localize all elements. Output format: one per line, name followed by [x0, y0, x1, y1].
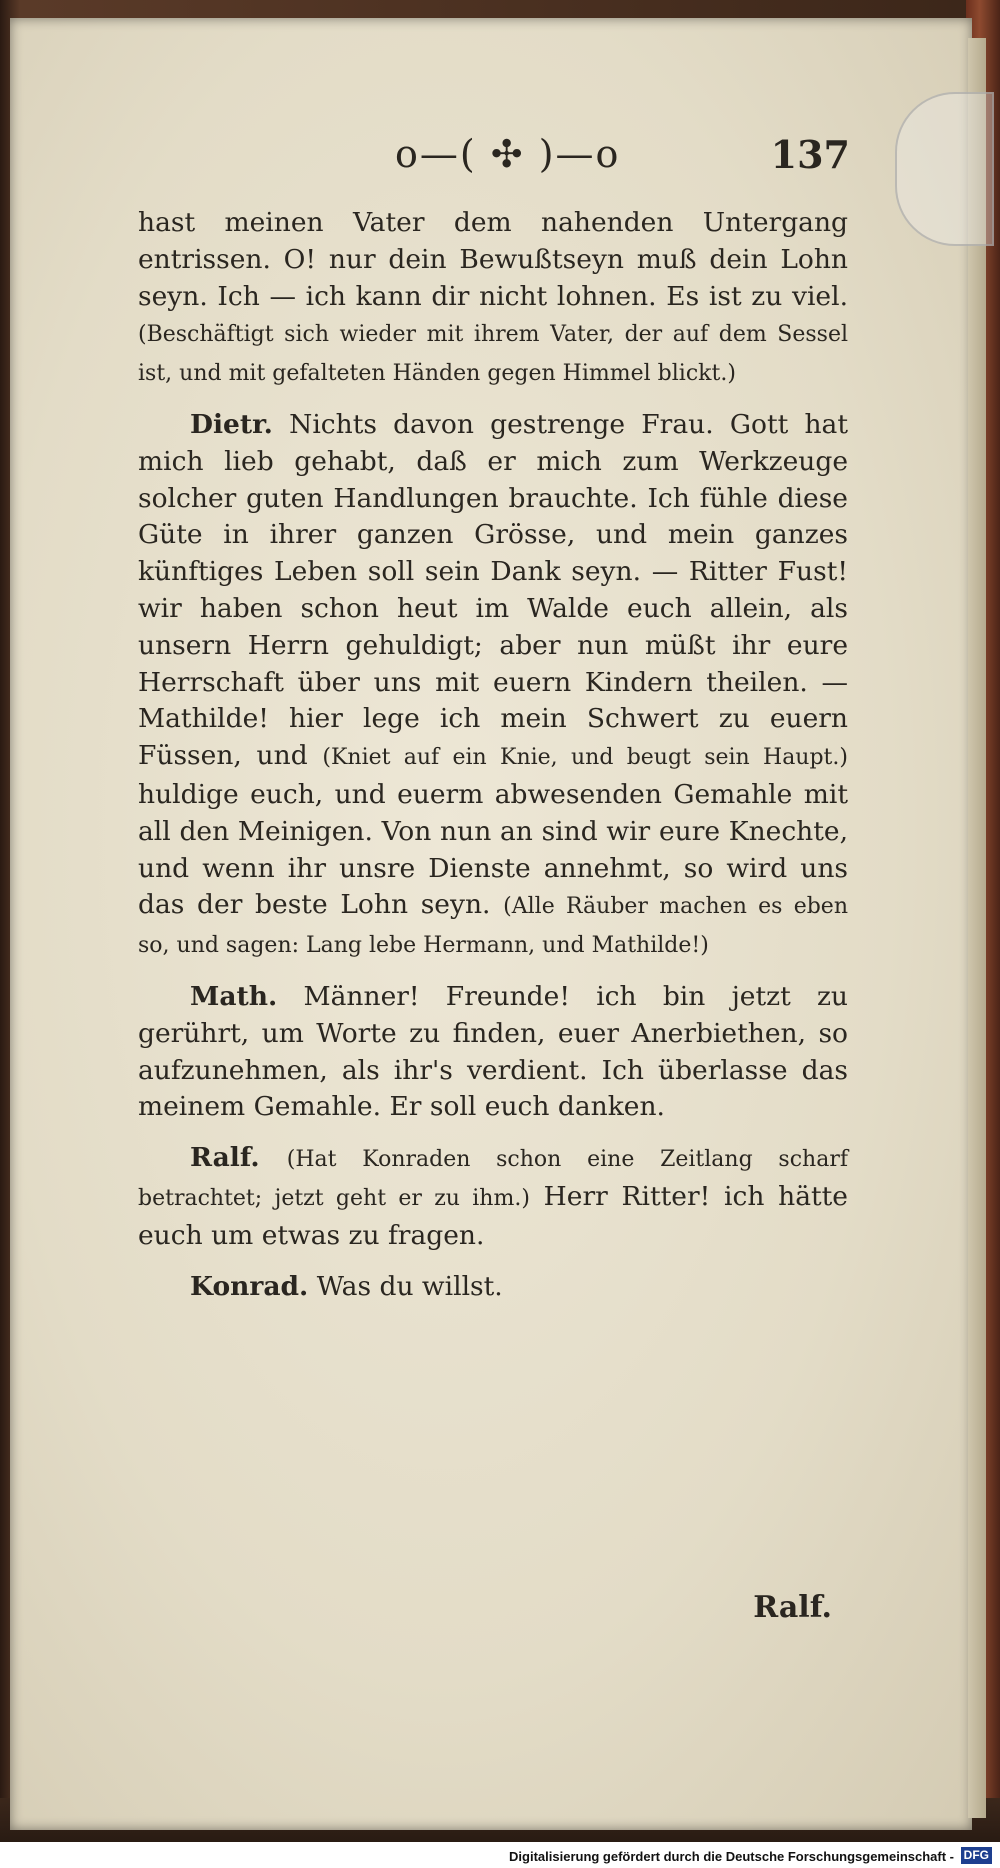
paragraph-text: Nichts davon gestrenge Frau. Gott hat mich lieb gehabt, daß er mich zum Werkzeuge solcher guten Handlungen brauchte. Ich fühle diese Güte in ihrer ganzen Grösse, und mein ganzes künftiges Leben soll sein Dank seyn. — Ritter Fust! wir haben schon heut im Walde euch allein, als unsern Herrn gehuldigt; aber nun müßt ihr eure Herrschaft über uns mit euern Kindern theilen. — Mathilde! hier lege ich mein Schwert zu euern Füssen, und [138, 408, 848, 772]
speaker-name: Math. [190, 980, 278, 1012]
paragraph-text: Herr Ritter! ich hätte euch um etwas zu fragen. [138, 1180, 848, 1251]
stage-direction: (Beschäftigt sich wieder mit ihrem Vater, der auf dem Sessel ist, und mit gefalteten Händen gegen Himmel blickt.) [138, 322, 848, 387]
speaker-name: Konrad. [190, 1270, 309, 1302]
speaker-name: Dietr. [190, 408, 273, 440]
header-ornament: o—( ✣ )—o [395, 132, 621, 176]
page-stack-edge [968, 38, 986, 1818]
paragraph-text: hast meinen Vater dem nahenden Untergang entrissen. O! nur dein Bewußtseyn muß dein Lohn seyn. Ich — ich kann dir nicht lohnen. Es ist zu viel. [138, 207, 848, 312]
dfg-logo-icon: DFG [961, 1847, 992, 1864]
paragraph-2 [138, 407, 848, 965]
paragraph-text-continued: huldige euch, und euerm abwesenden Gemahle mit all den Meinigen. Von nun an sind wir eure Knechte, und wenn ihr unsre Dienste annehmt, so wird uns das der beste Lohn seyn. [138, 778, 848, 921]
catchword: Ralf. [753, 1590, 832, 1625]
stage-direction: (Kniet auf ein Knie, und beugt sein Haupt.) [322, 745, 848, 771]
paragraph-text: Männer! Freunde! ich bin jetzt zu gerührt, um Worte zu finden, euer Anerbiethen, so aufzunehmen, als ihr's verdient. Ich überlasse das meinem Gemahle. Er soll euch danken. [138, 980, 848, 1123]
speaker-name: Ralf. [190, 1142, 260, 1174]
page-header [120, 132, 850, 182]
paragraph-3 [138, 979, 848, 1126]
body-text [138, 205, 848, 1319]
paragraph-text: Was du willst. [316, 1270, 503, 1302]
paragraph-4 [138, 1140, 848, 1254]
paragraph-1 [138, 205, 848, 393]
footer-bar [0, 1842, 1000, 1868]
stage-direction: (Hat Konraden schon eine Zeitlang scharf betrachtet; jetzt geht er zu ihm.) [138, 1147, 848, 1211]
footer-credit: Digitalisierung gefördert durch die Deutsche Forschungsgemeinschaft - [509, 1849, 954, 1864]
paragraph-5 [138, 1269, 848, 1306]
page-number: 137 [770, 132, 850, 177]
page-clip-icon [895, 92, 994, 246]
stage-direction: (Alle Räuber machen es eben so, und sagen: Lang lebe Hermann, und Mathilde!) [138, 894, 848, 959]
